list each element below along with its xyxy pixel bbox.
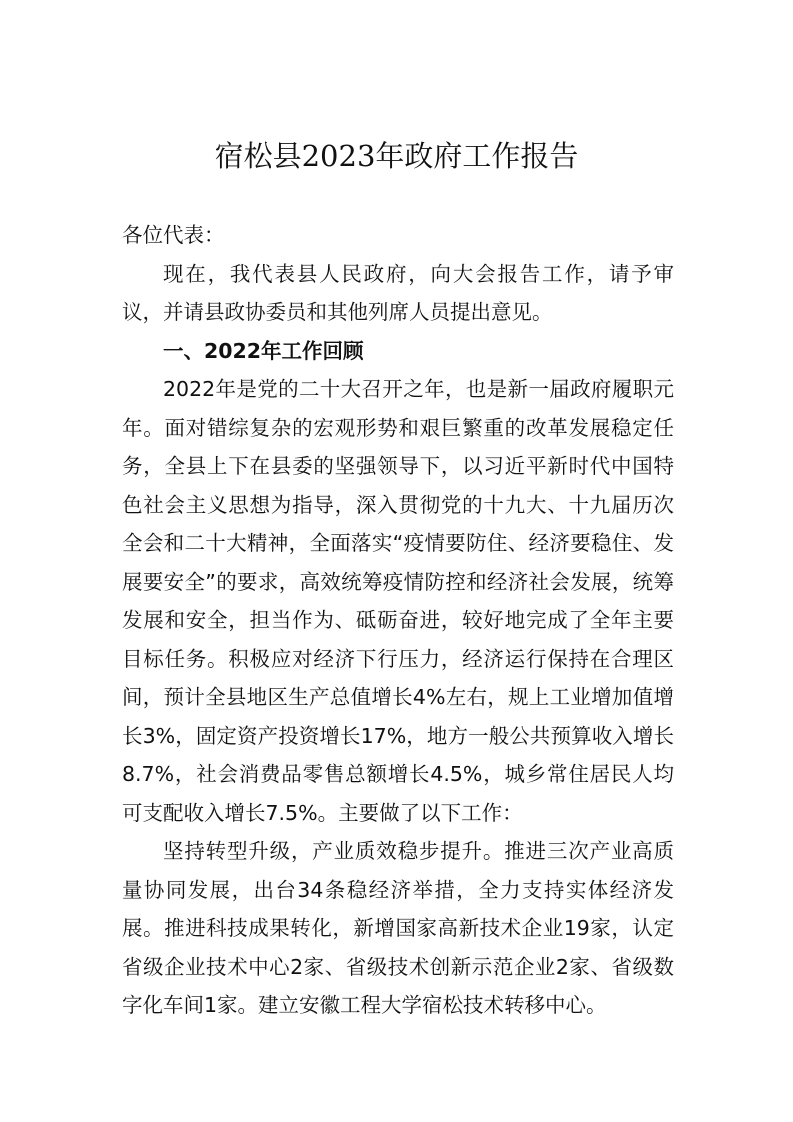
- document-body: [122, 216, 674, 1025]
- document-title: 宿松县2023年政府工作报告: [214, 139, 579, 173]
- section-heading: 一、2022年工作回顾: [163, 338, 364, 363]
- industry-paragraph: 坚持转型升级，产业质效稳步提升。推进三次产业高质量协同发展，出台34条稳经济举措，全力支持实体经济发展。推进科技成果转化，新增国家高新技术企业19家，认定省级企业技术中心2家、省级技术创新示范企业2家、省级数字化车间1家。建立安徽工程大学宿松技术转移中心。: [122, 839, 674, 1017]
- intro-paragraph: 现在，我代表县人民政府，向大会报告工作，请予审议，并请县政协委员和其他列席人员提出意见。: [122, 261, 674, 324]
- salutation: 各位代表：: [122, 223, 225, 247]
- review-paragraph: 2022年是党的二十大召开之年，也是新一届政府履职元年。面对错综复杂的宏观形势和艰巨繁重的改革发展稳定任务，全县上下在县委的坚强领导下，以习近平新时代中国特色社会主义思想为指导，深入贯彻党的十九大、十九届历次全会和二十大精神，全面落实“疫情要防住、经济要稳住、发展要安全”的要求，高效统筹疫情防控和经济社会发展，统筹发展和安全，担当作为、砥砺奋进，较好地完成了全年主要目标任务。积极应对经济下行压力，经济运行保持在合理区间，预计全县地区生产总值增长4%左右，规上工业增加值增长3%，固定资产投资增长17%，地方一般公共预算收入增长8.7%，社会消费品零售总额增长4.5%，城乡常住居民人均可支配收入增长7.5%。主要做了以下工作：: [122, 377, 674, 825]
